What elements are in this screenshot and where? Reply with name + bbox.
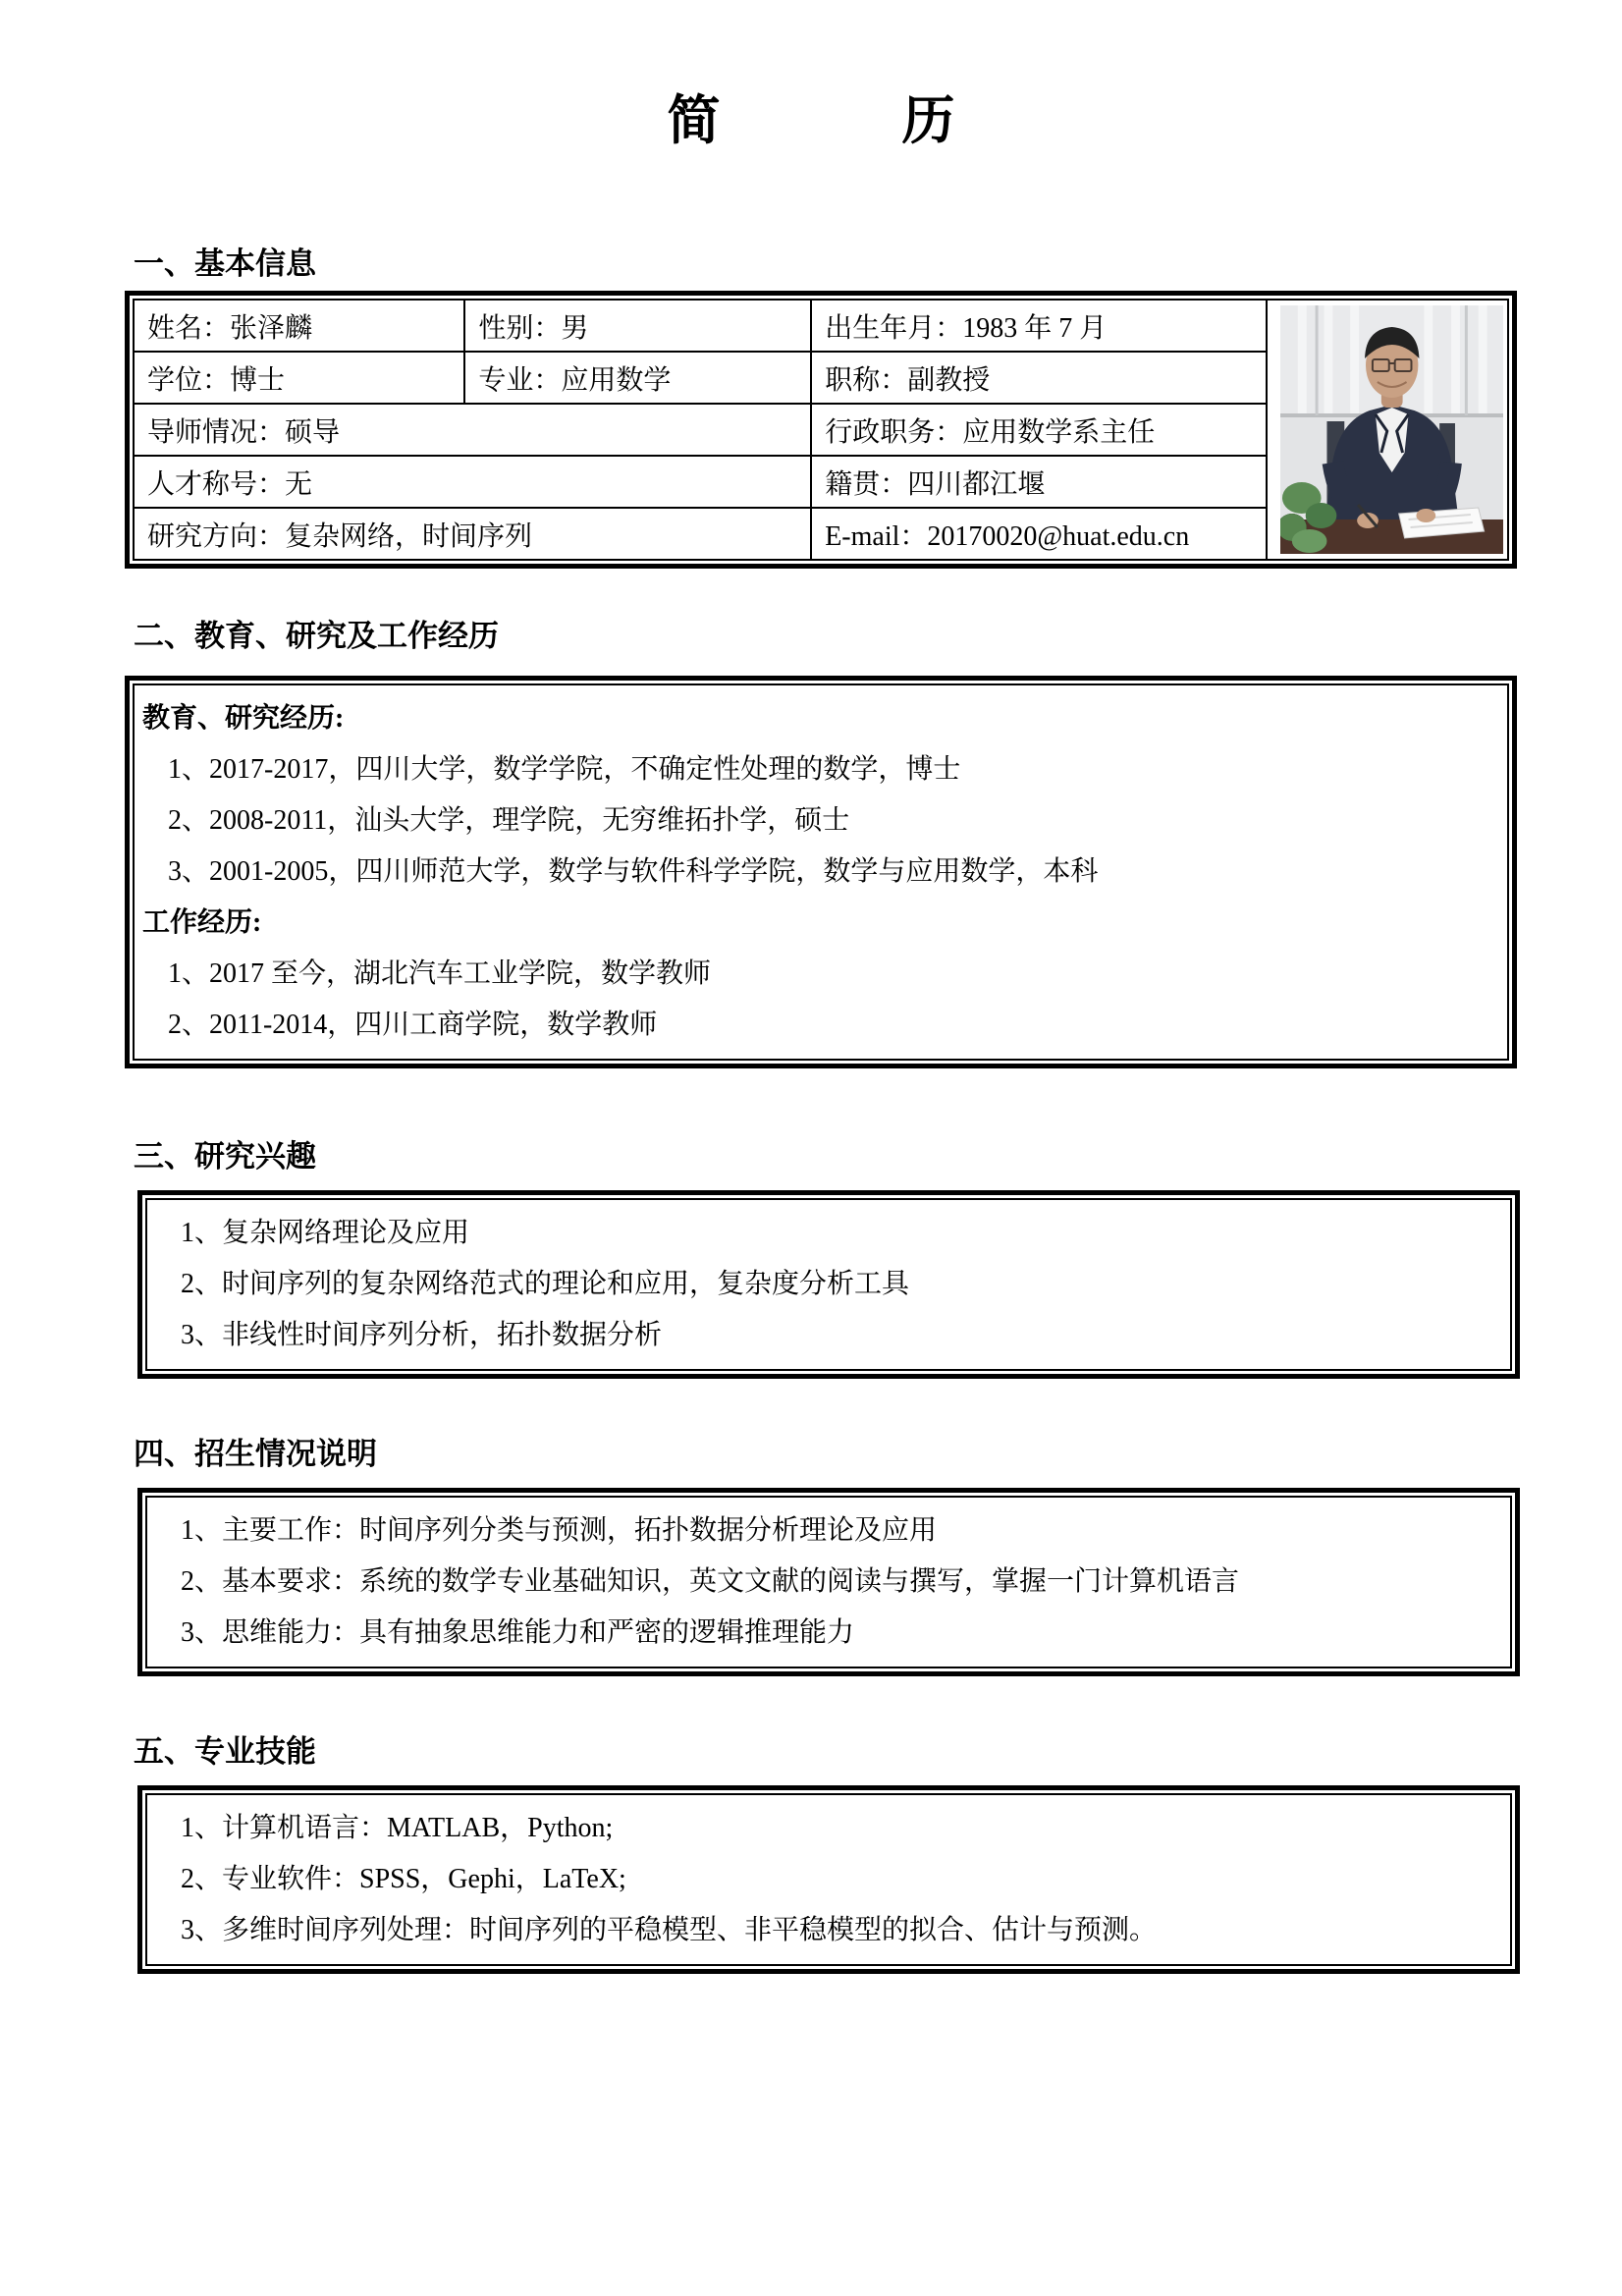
cell-major: 专业：应用数学 [464,352,811,404]
cell-photo [1267,300,1508,560]
list-item: 1、2017-2017，四川大学，数学学院，不确定性处理的数学，博士 [168,754,961,785]
basic-info-table-frame [125,291,1517,569]
list-item: 1、计算机语言：MATLAB，Python; [181,1813,614,1843]
list-item: 2、2008-2011，汕头大学，理学院，无穷维拓扑学，硕士 [168,805,850,836]
experience-box [133,683,1509,1061]
cell-name: 姓名：张泽麟 [134,300,464,352]
cell-talent: 人才称号：无 [134,456,811,508]
list-item: 2、基本要求：系统的数学专业基础知识，英文文献的阅读与撰写，掌握一门计算机语言 [181,1566,1240,1597]
cell-prof-title: 职称：副教授 [811,352,1266,404]
recruitment-box-frame [137,1488,1520,1676]
section-heading-basic-info: 一、基本信息 [134,246,316,281]
list-item: 1、主要工作：时间序列分类与预测，拓扑数据分析理论及应用 [181,1515,938,1546]
table-row [134,300,1508,352]
work-heading: 工作经历: [142,907,262,938]
section-heading-interests: 三、研究兴趣 [134,1139,316,1174]
section-heading-skills: 五、专业技能 [134,1734,316,1769]
list-item: 2、时间序列的复杂网络范式的理论和应用，复杂度分析工具 [181,1269,910,1299]
list-item: 2、2011-2014，四川工商学院，数学教师 [168,1010,658,1040]
portrait-photo [1280,305,1503,554]
cell-hometown: 籍贯：四川都江堰 [811,456,1266,508]
portrait-photo-graphic [1280,305,1503,554]
section-heading-experience: 二、教育、研究及工作经历 [134,619,499,653]
cell-birth: 出生年月：1983 年 7 月 [811,300,1266,352]
edu-research-heading: 教育、研究经历: [142,703,345,734]
skills-box-frame [137,1785,1520,1974]
cell-degree: 学位：博士 [134,352,464,404]
list-item: 3、思维能力：具有抽象思维能力和严密的逻辑推理能力 [181,1617,855,1648]
interests-box [145,1198,1512,1371]
list-item: 1、2017 至今，湖北汽车工业学院，数学教师 [168,958,712,989]
cell-email: E-mail：20170020@huat.edu.cn [811,508,1266,560]
page-title: 简历 [667,91,1137,150]
recruitment-box [145,1496,1512,1668]
skills-box [145,1793,1512,1966]
section-heading-recruitment: 四、招生情况说明 [134,1437,377,1471]
list-item: 3、多维时间序列处理：时间序列的平稳模型、非平稳模型的拟合、估计与预测。 [181,1915,1158,1945]
title-row [0,79,1622,154]
cell-gender: 性别：男 [464,300,811,352]
cell-admin-role: 行政职务：应用数学系主任 [811,404,1266,456]
cell-mentor: 导师情况：硕导 [134,404,811,456]
cell-research-direction: 研究方向：复杂网络，时间序列 [134,508,811,560]
list-item: 3、2001-2005，四川师范大学，数学与软件科学学院，数学与应用数学，本科 [168,856,1099,887]
list-item: 2、专业软件：SPSS，Gephi，LaTeX; [181,1864,626,1894]
experience-box-frame [125,676,1517,1068]
list-item: 1、复杂网络理论及应用 [181,1218,470,1248]
basic-info-table [133,299,1509,561]
interests-box-frame [137,1190,1520,1379]
list-item: 3、非线性时间序列分析，拓扑数据分析 [181,1320,663,1350]
